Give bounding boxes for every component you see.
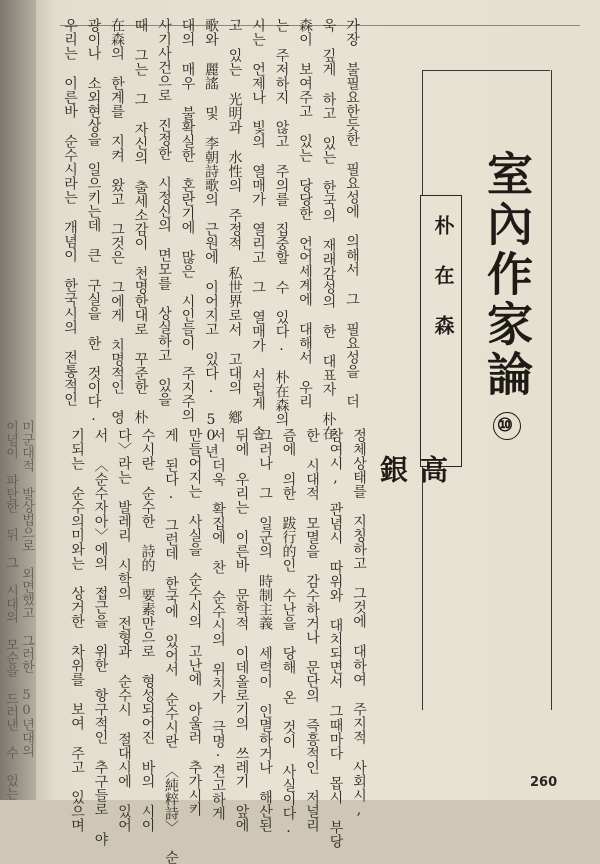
body-column: 고 있는 光明과 水性의 주정적 私世界로서 고대의 鄕	[226, 18, 243, 424]
body-column: 그러나 그 일군의 時制主義 세력이 인멸하거나 해산된	[257, 428, 273, 832]
body-column: 시는 언제나 빛의 열매가 열리고 그 열매가 서럽게 솔	[250, 18, 266, 440]
issue-number-badge: ⑩	[493, 412, 521, 440]
body-column: 歌와 麗謠 및 李朝詩歌의 근원에 이어지고 있다. 50년	[203, 18, 219, 458]
body-column: 즘에 의한 跋行的인 수난을 당해 온 것이 사실이다.	[280, 428, 297, 836]
body-column: 우리는 이른바 순수시라는 개념이 한국시의 전통적인	[62, 18, 78, 406]
body-column: 는 주저하지 않고 주의를 집중할 수 있다. 朴在森의	[273, 18, 290, 426]
body-column: 다〉라는 발레리 시학의 전형과 순수시 절대시에 있어	[116, 428, 132, 832]
body-column: 뒤에 우리는 이른바 문학적 이데올로기의 쓰레기 앞에	[233, 428, 250, 832]
body-column: 森이 보여주고 있는 당당한 언어세계에 대해서 우리	[297, 18, 313, 408]
previous-page-column: 이념이 파탄한 뒤 그 시대의 모순을 드러낸 수 있는	[3, 420, 18, 800]
body-column: 서 더욱 확집에 찬 순수시의 위치가 극명·견고하게	[210, 428, 226, 820]
body-column: 수시란 순수한 詩的 要素만으로 형성되어진 바의 시이	[139, 428, 156, 832]
previous-page-column: 미군대적 발상법으로 외면했고 그러한 50년대의	[19, 420, 34, 757]
body-column: 사기사건으로 진정한 시정신의 면모를 상실하고 있을	[156, 18, 172, 406]
body-column: 대의 매우 불확실한 혼란기에 많은 시인들이 주지주의	[179, 18, 196, 422]
body-column: 기되는 순수의미와는 상거한 차위를 보여 주고 있으며	[69, 428, 85, 832]
body-column: 게 된다. 그런데 한국에 있어서 순수시란 〈純粹詩〉 순	[163, 428, 179, 864]
body-column: 在森의 한계를 지켜 왔고 그것은 그에게 치명적인 영	[109, 18, 125, 424]
body-column: 한 시대적 모멸을 감수하거나 문단의 즉흥적인 저널리	[304, 428, 320, 832]
page-number: 260	[530, 775, 558, 790]
body-column: 만들어지는 사실을 순수시의 고난에 아울러 추가시키	[186, 428, 203, 816]
author-name: 朴在森	[431, 215, 455, 365]
body-column: 참여시, 관념시 따위와 대치되면서 그때마다 몹시 부당	[327, 428, 344, 848]
body-column: 광이나 소외현상을 일으키는데 큰 구실을 한 것이다.	[85, 18, 102, 424]
body-column: 서 〈순수자아〉에의 접근을 위한 항구적인 추구들로 야	[92, 428, 109, 846]
article-title	[480, 150, 534, 440]
body-column: 가장 불필요한듯한 필요성에 의해서 그 필요성을 더	[344, 18, 360, 408]
body-column: 정체상태를 지칭하고 그것에 대하여 주지적 사회시,	[351, 428, 367, 818]
body-column: 욱 깊게 하고 있는 한국의 재래감성의 한 대표자 朴在	[320, 18, 337, 440]
article-title-text: 室內作家論	[480, 150, 534, 400]
critic-name: 高銀	[376, 455, 449, 633]
body-column: 때 그는 그 자신의 출세소감이 천명한대로 꾸준한 朴	[132, 18, 149, 424]
